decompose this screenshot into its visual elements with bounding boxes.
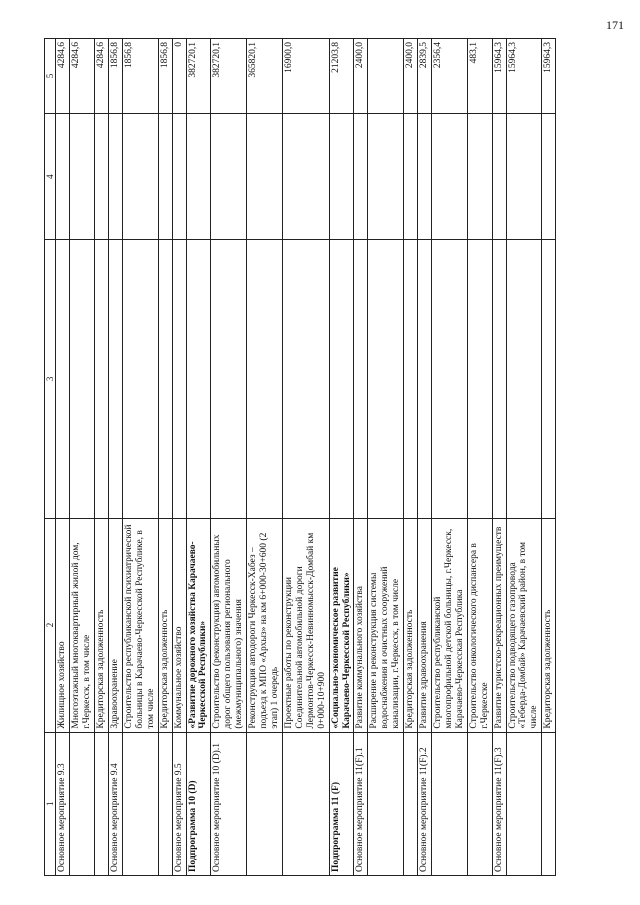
row-description-cell: Строительство республиканской психиатрической больницы в Карачаево-Черкесской Республике, в том числе: [122, 518, 158, 732]
row-col3-cell: [329, 240, 354, 518]
row-col3-cell: [506, 240, 542, 518]
table-row: [492, 39, 506, 876]
row-col4-cell: [95, 113, 109, 239]
row-value-cell: 15964,3: [506, 39, 542, 114]
row-col3-cell: [122, 240, 158, 518]
table-row: [329, 39, 354, 876]
row-col3-cell: [95, 240, 109, 518]
row-description-cell: Кредиторская задолженность: [95, 518, 109, 732]
row-program-cell: [506, 732, 542, 875]
table-row: [247, 39, 283, 876]
row-program-cell: [467, 732, 492, 875]
row-col3-cell: [432, 240, 468, 518]
row-col4-cell: [404, 113, 418, 239]
rotated-table-container: [44, 38, 608, 876]
table-body: [56, 39, 556, 876]
row-description-cell: Здравоохранение: [109, 518, 123, 732]
row-col4-cell: [247, 113, 283, 239]
row-col4-cell: [70, 113, 95, 239]
row-value-cell: 16900,0: [282, 39, 329, 114]
row-value-cell: 382720,1: [186, 39, 211, 114]
row-description-cell: Многоэтажный многоквартирный жилой дом, г.Черкесск, в том числе: [70, 518, 95, 732]
table-row: [354, 39, 368, 876]
row-col4-cell: [418, 113, 432, 239]
row-col3-cell: [247, 240, 283, 518]
row-value-cell: 2400,0: [354, 39, 368, 114]
row-description-cell: Кредиторская задолженность: [404, 518, 418, 732]
row-col4-cell: [282, 113, 329, 239]
row-value-cell: 1856,8: [158, 39, 172, 114]
row-col4-cell: [172, 113, 186, 239]
row-col3-cell: [211, 240, 247, 518]
row-value-cell: 4284,6: [56, 39, 70, 114]
row-description-cell: «Социально-экономическое развитие Карачаево-Черкесской Республики»: [329, 518, 354, 732]
row-col4-cell: [211, 113, 247, 239]
row-col3-cell: [368, 240, 404, 518]
row-description-cell: Строительство подводящего газопровода «Теберда-Домбай» Карачаевский район, в том числе: [506, 518, 542, 732]
row-col4-cell: [432, 113, 468, 239]
table-row: [542, 39, 556, 876]
row-col4-cell: [492, 113, 506, 239]
row-program-cell: [432, 732, 468, 875]
row-program-cell: [542, 732, 556, 875]
table-row: [158, 39, 172, 876]
row-col4-cell: [354, 113, 368, 239]
row-value-cell: 1856,8: [109, 39, 123, 114]
row-col4-cell: [467, 113, 492, 239]
row-col3-cell: [492, 240, 506, 518]
row-col4-cell: [186, 113, 211, 239]
header-cell: 4: [45, 113, 56, 239]
header-cell: 1: [45, 732, 56, 875]
table-row: [418, 39, 432, 876]
table-row: [404, 39, 418, 876]
row-col4-cell: [158, 113, 172, 239]
row-value-cell: 2356,4: [432, 39, 468, 114]
row-program-cell: [122, 732, 158, 875]
table-row: [282, 39, 329, 876]
row-description-cell: Строительство онкологического диспансера в г.Черкесске: [467, 518, 492, 732]
row-description-cell: Расширение и реконструкция системы водоснабжения и очистных сооружений канализации, г.Черкесск, в том числе: [368, 518, 404, 732]
row-col3-cell: [172, 240, 186, 518]
row-col3-cell: [354, 240, 368, 518]
row-description-cell: Кредиторская задолженность: [158, 518, 172, 732]
header-cell: 2: [45, 518, 56, 732]
table-row: [432, 39, 468, 876]
row-value-cell: 4284,6: [70, 39, 95, 114]
row-description-cell: Коммунальное хозяйство: [172, 518, 186, 732]
table-row: [70, 39, 95, 876]
row-program-cell: [70, 732, 95, 875]
row-description-cell: Развитие здравоохранения: [418, 518, 432, 732]
row-program-cell: [368, 732, 404, 875]
row-description-cell: Строительство республиканской многопрофильной детской больницы, г.Черкесск, Карачаево-Черкесская Республика: [432, 518, 468, 732]
table-row: [211, 39, 247, 876]
row-col4-cell: [368, 113, 404, 239]
row-description-cell: Строительство (реконструкция) автомобильных дорог общего пользования регионального (межмуниципального) значения: [211, 518, 247, 732]
row-description-cell: Проектные работы по реконструкции Соединительной автомобильной дороги Лермонтов-Черкесск-Невинномысск-Домбай км 0+000-10+900: [282, 518, 329, 732]
row-value-cell: 15964,3: [492, 39, 506, 114]
row-program-cell: Основное мероприятие 11(F).2: [418, 732, 432, 875]
row-value-cell: 21203,8: [329, 39, 354, 114]
row-col3-cell: [56, 240, 70, 518]
row-description-cell: Кредиторская задолженность: [542, 518, 556, 732]
row-value-cell: 365820,1: [247, 39, 283, 114]
row-value-cell: [368, 39, 404, 114]
row-description-cell: Жилищное хозяйство: [56, 518, 70, 732]
header-row: [45, 39, 56, 876]
row-value-cell: 2839,5: [418, 39, 432, 114]
row-program-cell: [247, 732, 283, 875]
row-col4-cell: [109, 113, 123, 239]
row-description-cell: Развитие туристско-рекреационных преимуществ: [492, 518, 506, 732]
budget-table: [44, 38, 556, 876]
row-program-cell: Основное мероприятие 10 (D).1: [211, 732, 247, 875]
row-program-cell: [95, 732, 109, 875]
row-col4-cell: [542, 113, 556, 239]
table-row: [186, 39, 211, 876]
row-col3-cell: [542, 240, 556, 518]
row-value-cell: 1856,8: [122, 39, 158, 114]
row-col3-cell: [70, 240, 95, 518]
row-value-cell: 15964,3: [542, 39, 556, 114]
row-description-cell: Развитие коммунального хозяйства: [354, 518, 368, 732]
row-col3-cell: [404, 240, 418, 518]
row-col4-cell: [56, 113, 70, 239]
row-program-cell: Подпрограмма 10 (D): [186, 732, 211, 875]
header-cell: 5: [45, 39, 56, 114]
row-description-cell: Реконструкция автодороги Черкесск-Хабез – подъезд к МПО «Архыз» на км 6+000-30+600 (2 этап) 1 очередь: [247, 518, 283, 732]
table-row: [95, 39, 109, 876]
row-col3-cell: [109, 240, 123, 518]
header-cell: 3: [45, 240, 56, 518]
row-program-cell: Основное мероприятие 11(F).3: [492, 732, 506, 875]
row-program-cell: Основное мероприятие 9.3: [56, 732, 70, 875]
table-row: [368, 39, 404, 876]
row-col3-cell: [282, 240, 329, 518]
row-description-cell: «Развитие дорожного хозяйства Карачаево-Черкесской Республики»: [186, 518, 211, 732]
row-col3-cell: [186, 240, 211, 518]
row-value-cell: 0: [172, 39, 186, 114]
row-program-cell: [282, 732, 329, 875]
table-row: [172, 39, 186, 876]
row-program-cell: [404, 732, 418, 875]
row-value-cell: 382720,1: [211, 39, 247, 114]
row-col4-cell: [122, 113, 158, 239]
table-row: [506, 39, 542, 876]
page-number: 171: [606, 18, 624, 32]
row-program-cell: Основное мероприятие 11(F).1: [354, 732, 368, 875]
row-program-cell: Подпрограмма 11 (F): [329, 732, 354, 875]
table-row: [56, 39, 70, 876]
table-row: [109, 39, 123, 876]
row-col4-cell: [329, 113, 354, 239]
row-col3-cell: [158, 240, 172, 518]
row-program-cell: [158, 732, 172, 875]
row-value-cell: 483,1: [467, 39, 492, 114]
row-value-cell: 2400,0: [404, 39, 418, 114]
table-row: [467, 39, 492, 876]
row-col3-cell: [467, 240, 492, 518]
row-col4-cell: [506, 113, 542, 239]
row-value-cell: 4284,6: [95, 39, 109, 114]
row-program-cell: Основное мероприятие 9.5: [172, 732, 186, 875]
row-col3-cell: [418, 240, 432, 518]
row-program-cell: Основное мероприятие 9.4: [109, 732, 123, 875]
table-row: [122, 39, 158, 876]
